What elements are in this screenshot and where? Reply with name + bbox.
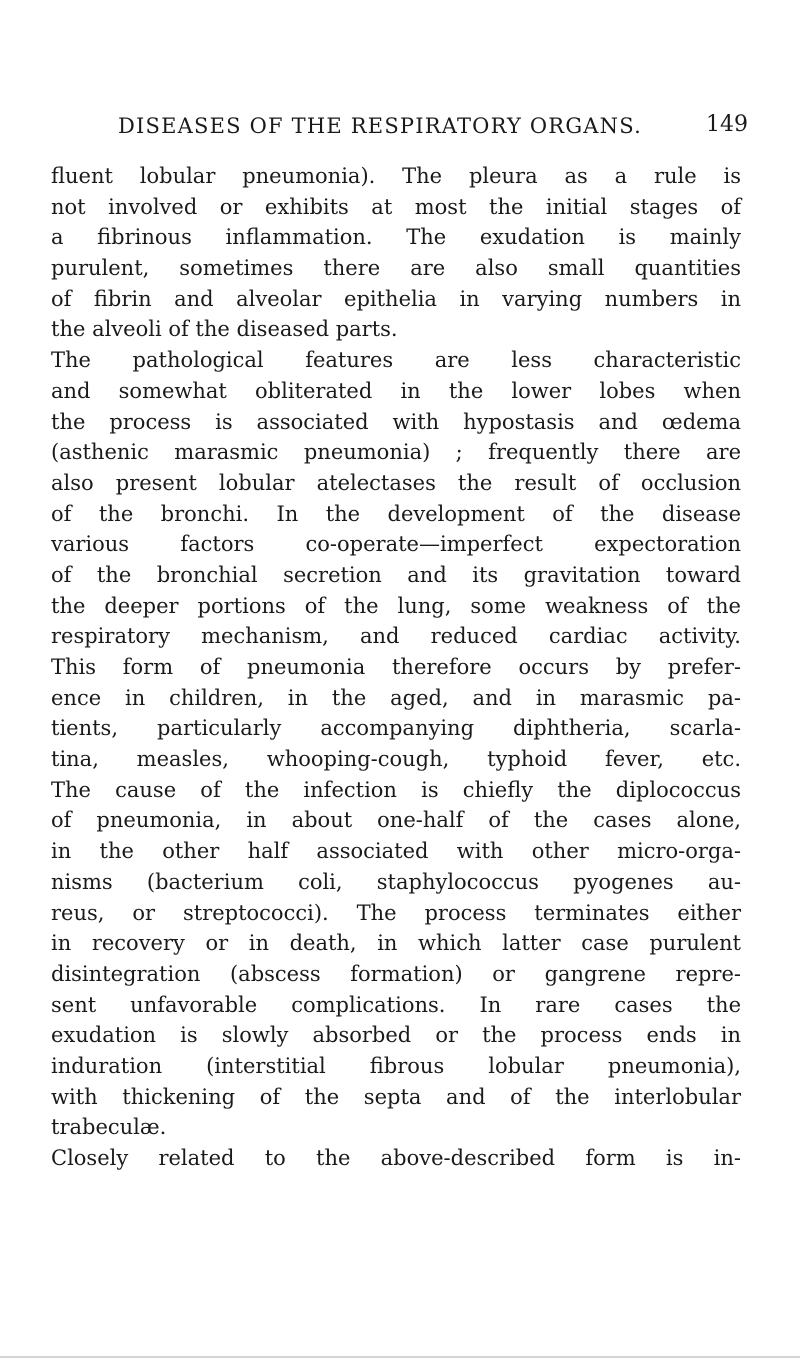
- text-line: not involved or exhibits at most the initial stages of: [51, 194, 741, 219]
- text-line: The pathological features are less characteristic: [51, 348, 741, 373]
- text-line: The cause of the infection is chiefly the diplococcus: [51, 777, 741, 802]
- text-line: the deeper portions of the lung, some weakness of the: [51, 593, 741, 618]
- text-line: of the bronchi. In the development of the disease: [51, 501, 741, 526]
- text-line: with thickening of the septa and of the interlobular: [51, 1084, 741, 1109]
- text-line: exudation is slowly absorbed or the process ends in: [51, 1023, 741, 1048]
- text-line: the alveoli of the diseased parts.: [51, 317, 398, 342]
- text-line: tina, measles, whooping-cough, typhoid fever, etc.: [51, 747, 741, 772]
- text-line: fluent lobular pneumonia). The pleura as a rule is: [51, 164, 741, 188]
- text-line: ence in children, in the aged, and in marasmic pa-: [51, 685, 741, 710]
- text-line: of fibrin and alveolar epithelia in varying numbers in: [51, 286, 741, 311]
- page-number: 149: [706, 112, 748, 137]
- text-line: nisms (bacterium coli, staphylococcus pyogenes au-: [51, 869, 741, 894]
- text-line: (asthenic marasmic pneumonia) ; frequently there are: [51, 440, 741, 465]
- text-line: disintegration (abscess formation) or gangrene repre-: [51, 961, 741, 986]
- text-line: purulent, sometimes there are also small quantities: [51, 256, 741, 281]
- text-line: various factors co-operate—imperfect expectoration: [51, 532, 741, 557]
- text-line: of the bronchial secretion and its gravitation toward: [51, 562, 741, 587]
- text-line: Closely related to the above-described form is in-: [51, 1146, 741, 1170]
- text-line: and somewhat obliterated in the lower lobes when: [51, 378, 741, 403]
- text-line: sent unfavorable complications. In rare cases the: [51, 992, 741, 1017]
- body-text: [51, 161, 741, 1174]
- text-line: tients, particularly accompanying diphtheria, scarla-: [51, 716, 741, 741]
- text-line: induration (interstitial fibrous lobular pneumonia),: [51, 1053, 741, 1078]
- text-line: trabeculæ.: [51, 1115, 167, 1140]
- running-head: DISEASES OF THE RESPIRATORY ORGANS.: [118, 114, 642, 138]
- text-line: in recovery or in death, in which latter case purulent: [51, 931, 741, 956]
- text-line: of pneumonia, in about one-half of the cases alone,: [51, 808, 741, 833]
- text-line: a fibrinous inflammation. The exudation is mainly: [51, 225, 741, 250]
- page-header: [0, 106, 800, 146]
- text-line: This form of pneumonia therefore occurs by prefer-: [51, 655, 741, 679]
- text-line: also present lobular atelectases the result of occlusion: [51, 470, 741, 495]
- text-line: respiratory mechanism, and reduced cardiac activity.: [51, 624, 741, 649]
- page-edge-rule: [0, 1356, 800, 1358]
- text-line: the process is associated with hypostasis and œdema: [51, 409, 741, 434]
- text-line: in the other half associated with other micro-orga-: [51, 839, 741, 864]
- text-line: reus, or streptococci). The process terminates either: [51, 900, 741, 925]
